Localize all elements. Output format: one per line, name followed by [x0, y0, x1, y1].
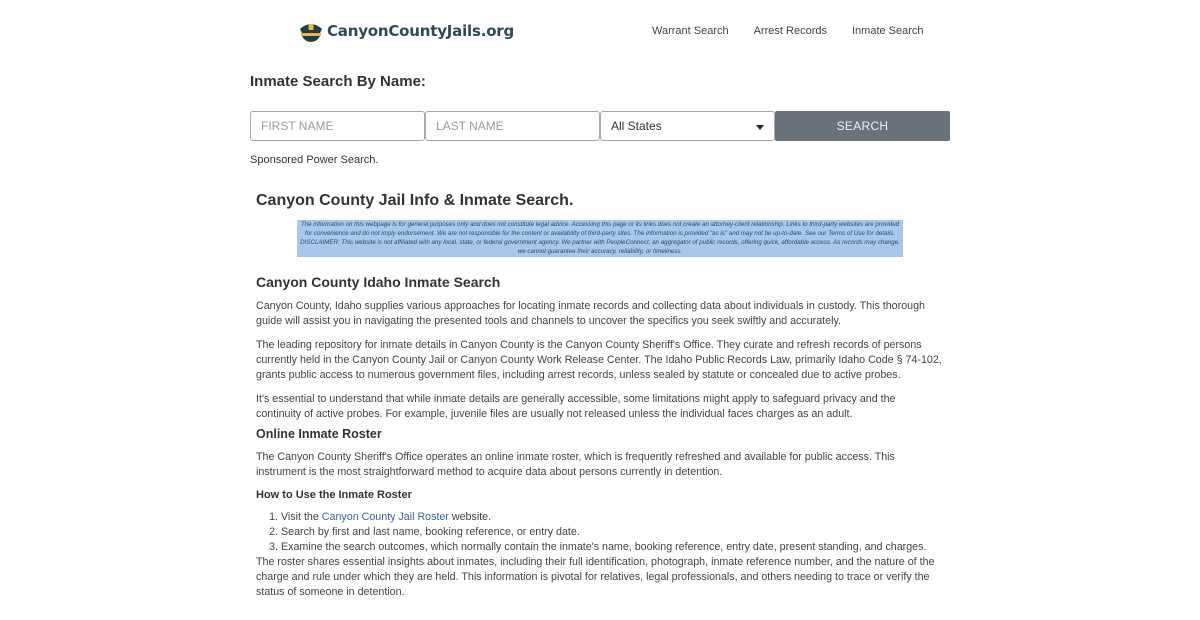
paragraph-intro: Canyon County, Idaho supplies various approaches for locating inmate records and collecting data about individuals in custody. This thorough guide will assist you in navigating the presented tools and channels to uncover the specifics you seek swiftly and accurately. [256, 300, 925, 327]
site-header [0, 0, 1200, 62]
section-heading-online-roster: Online Inmate Roster [256, 427, 382, 441]
nav-warrant-search[interactable]: Warrant Search [652, 25, 729, 37]
state-select-value: All States [611, 119, 662, 133]
search-title: Inmate Search By Name: [250, 73, 426, 90]
main-nav [652, 25, 949, 37]
police-cap-icon [297, 19, 325, 43]
step-item: 2. Search by first and last name, booking reference, or entry date. [281, 525, 942, 540]
step-item: 1. Visit the Canyon County Jail Roster website. [281, 510, 942, 525]
main-content [256, 192, 942, 609]
paragraph-roster-insights: The roster shares essential insights about inmates, including their full identification, photograph, inmate reference number, and the nature of the charge and rule under which they are held. This information is pivotal for relatives, legal professionals, and others needing to trace or verify the status of someone in detention. [256, 556, 935, 598]
jail-roster-link[interactable]: Canyon County Jail Roster [321, 511, 449, 523]
chevron-down-icon [756, 125, 764, 130]
nav-arrest-records[interactable]: Arrest Records [753, 25, 827, 37]
site-logo[interactable] [297, 19, 514, 43]
step-item: 3. Examine the search outcomes, which normally contain the inmate's name, booking reference, entry date, present standing, and charges. [281, 540, 942, 555]
paragraph-limitations: It's essential to understand that while inmate details are generally accessible, some limitations might apply to safeguard privacy and the continuity of active probes. For example, juvenile files are usually not released unless the individual faces charges as an adult. [256, 393, 896, 420]
logo-text: CanyonCountyJails.org [327, 22, 515, 40]
first-name-input[interactable] [250, 111, 425, 141]
search-button[interactable]: SEARCH [775, 111, 950, 141]
inmate-search-form [250, 111, 950, 141]
paragraph-roster: The Canyon County Sheriff's Office operates an online inmate roster, which is frequently refreshed and available for public access. This instrument is the most straightforward method to acquire data about persons currently in detention. [256, 451, 895, 478]
section-heading-idaho-inmate-search: Canyon County Idaho Inmate Search [256, 274, 501, 290]
disclaimer-banner: The information on this webpage is for general purposes only and does not constitute legal advice. Accessing this page or its links does not create an attorney-client relationship. Links to third-party websites are provided for convenience and do not imply endorsement. We are not responsible for the content or availability of third-party sites. The information is provided "as is" and may not be up-to-date. See our Terms of Use for details. DISCLAIMER: This website is not affiliated with any local, state, or federal government agency. We partner with PeopleConnect, an aggregator of public records, offering quick, affordable access. As records may change, we cannot guarantee their accuracy, reliability, or timeliness. [297, 220, 903, 257]
howto-steps [256, 510, 942, 555]
state-select[interactable] [600, 111, 775, 141]
nav-inmate-search[interactable]: Inmate Search [851, 25, 924, 37]
last-name-input[interactable] [425, 111, 600, 141]
page-title: Canyon County Jail Info & Inmate Search. [256, 192, 574, 209]
paragraph-repository: The leading repository for inmate details in Canyon County is the Canyon County Sheriff's Office. They curate and refresh records of persons currently held in the Canyon County Jail or Canyon County Work Release Center. The Idaho Public Records Law, primarily Idaho Code § 74-102, grants public access to numerous government files, including arrest records, unless sealed by statute or concealed due to active probes. [256, 339, 942, 381]
sponsored-label: Sponsored Power Search. [250, 154, 379, 166]
howto-heading: How to Use the Inmate Roster [256, 489, 412, 501]
